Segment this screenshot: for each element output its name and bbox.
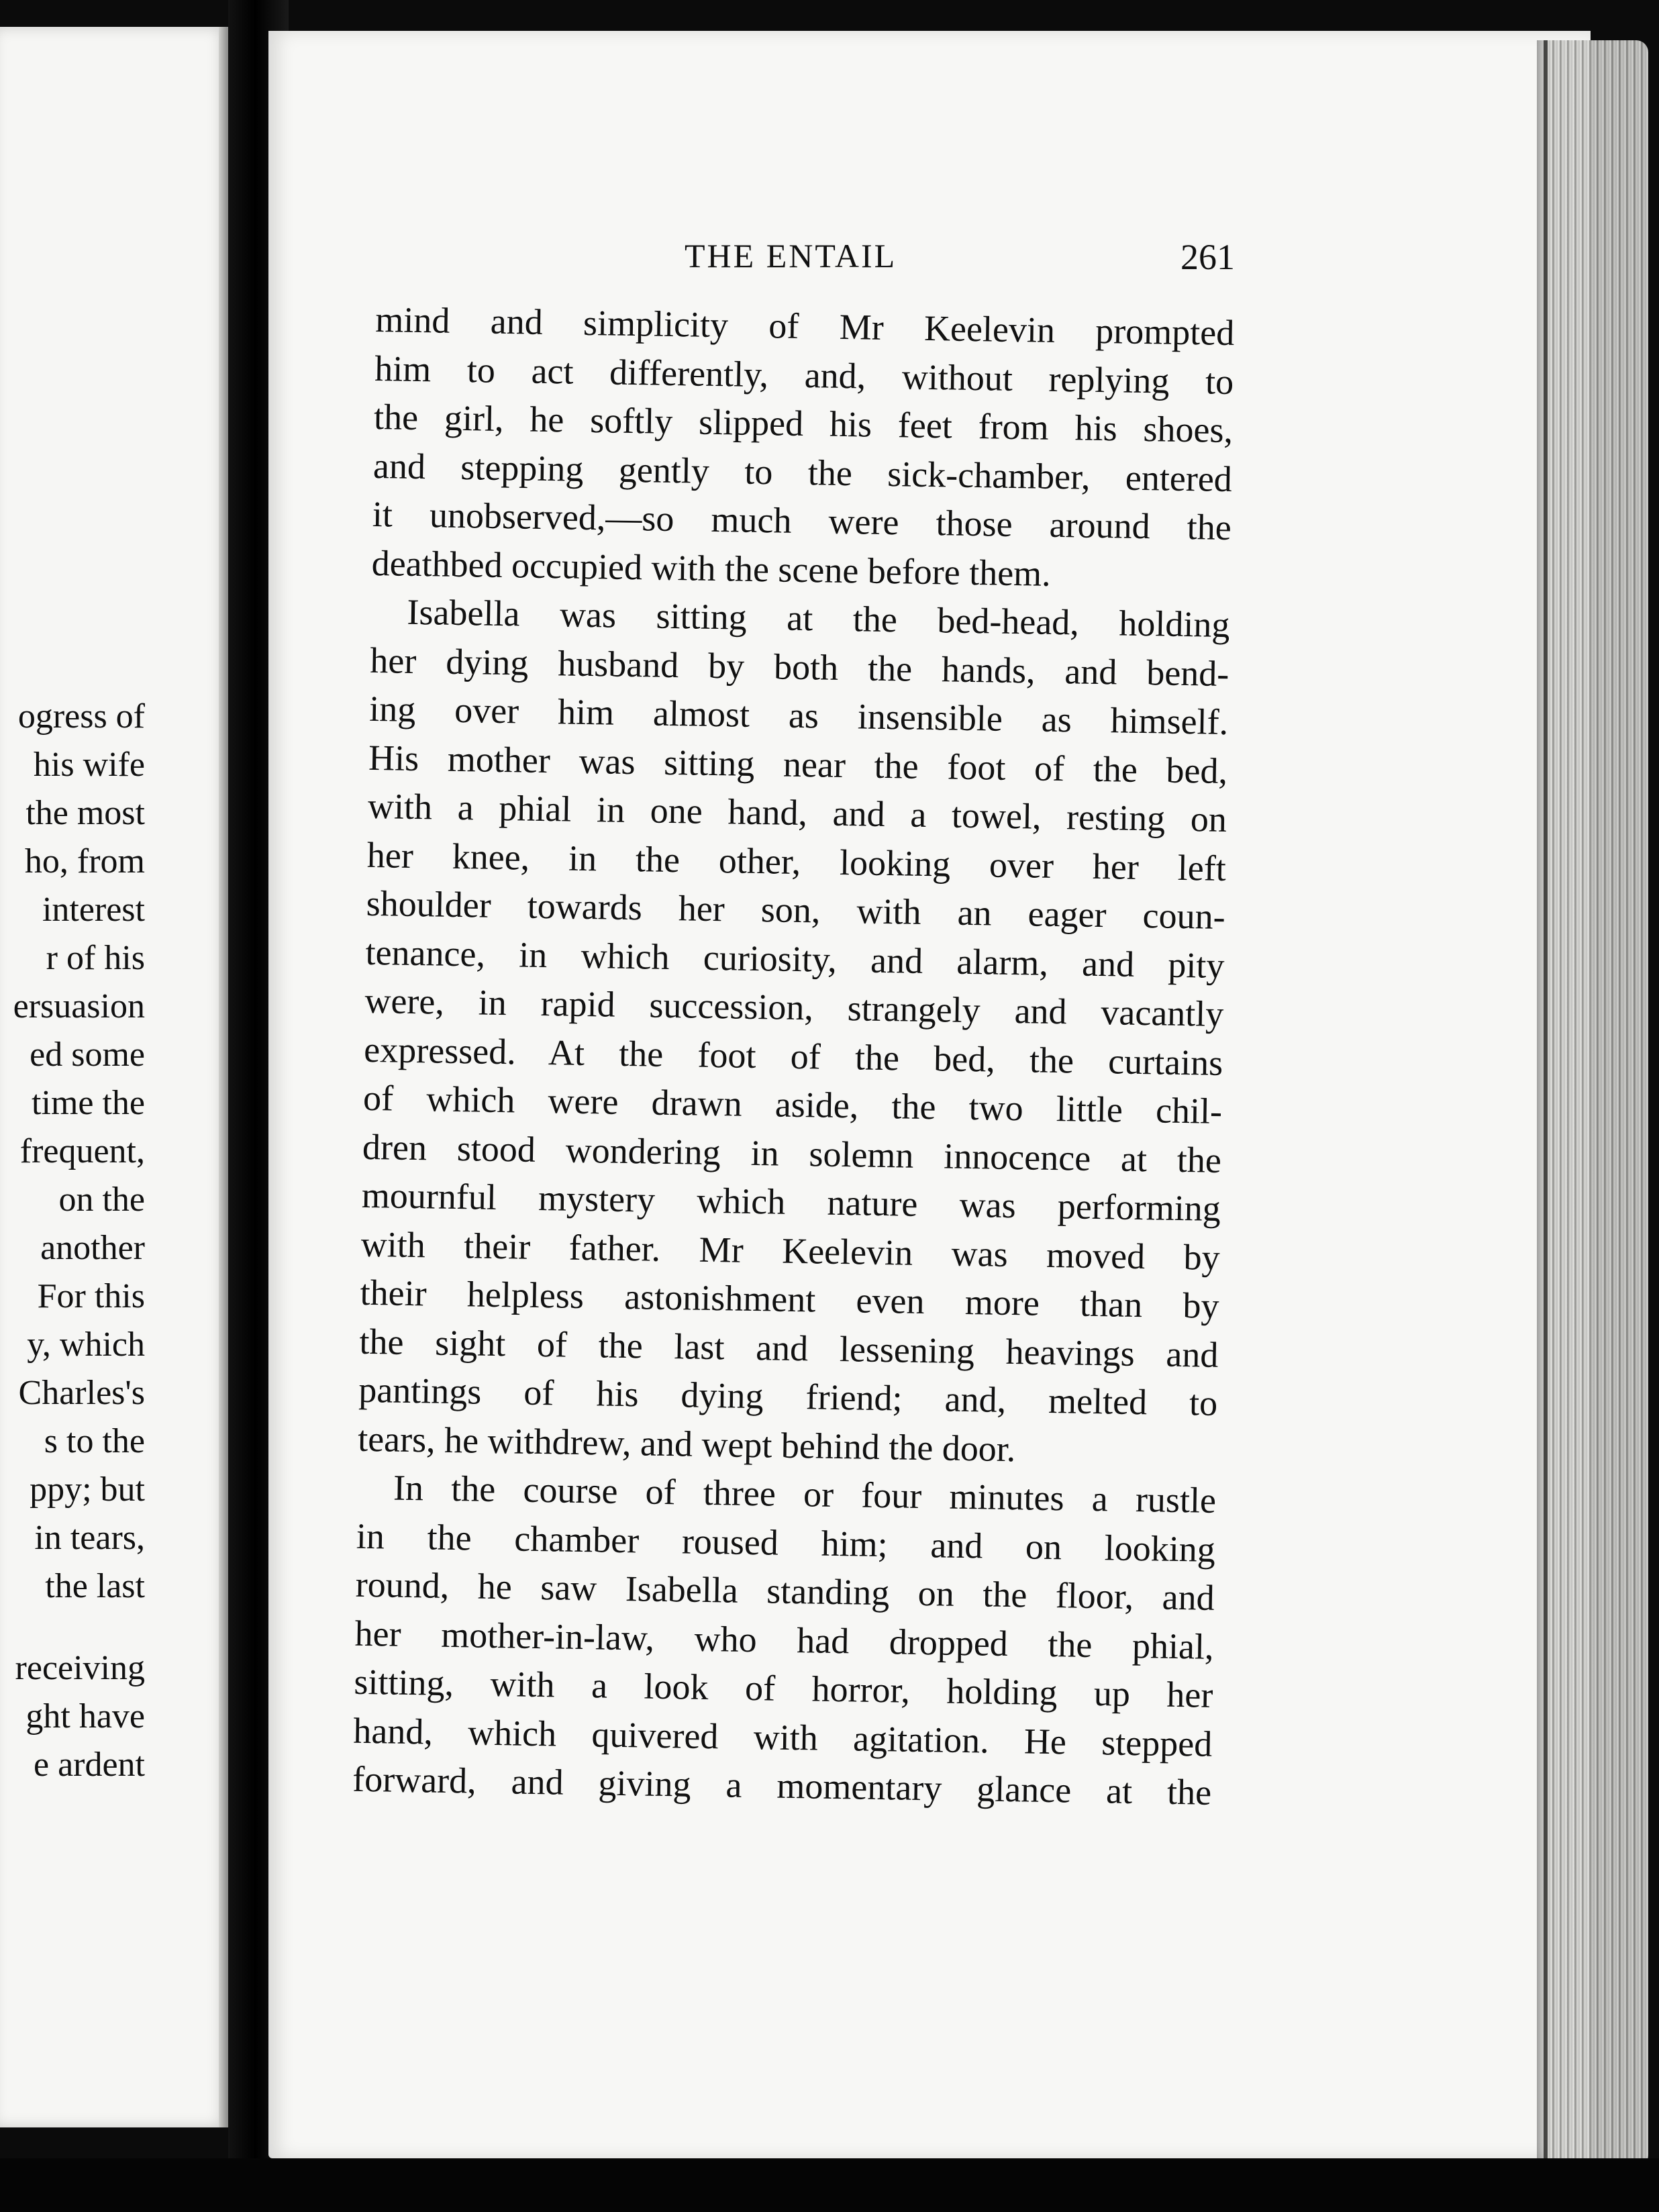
scan-background [0,2158,1659,2212]
paragraph [358,587,1230,1476]
text-line: dren stood wondering in solemn innocence at the [362,1126,1222,1180]
left-page [0,27,228,2127]
left-line: the most [26,794,145,832]
left-line: ed some [30,1036,145,1074]
left-line: receiving [15,1649,145,1687]
left-line: another [40,1229,145,1267]
text-line: hand, which quivered with agitation. He stepped [352,1710,1213,1764]
text-line: ing over him almost as insensible as himself. [368,688,1229,743]
text-line: His mother was sitting near the foot of the bed, [368,737,1228,791]
text-line: round, he saw Isabella standing on the floor, and [355,1564,1215,1618]
left-line: y, which [27,1325,145,1364]
text-line: pantings of his dying friend; and, melted to [358,1369,1218,1423]
running-title: THE ENTAIL [685,237,897,274]
text-line: expressed. At the foot of the bed, the curtains [363,1029,1223,1083]
left-line: ho, from [24,842,145,881]
text-line: him to act differently, and, without replying to [374,348,1234,402]
text-line: In the course of three or four minutes a rustle [393,1467,1217,1521]
left-line: on the [58,1180,145,1219]
left-line: ogress of [17,697,145,736]
page-number: 261 [1180,237,1235,277]
left-line: ersuasion [13,987,145,1025]
text-line: the sight of the last and lessening heavings and [359,1321,1219,1375]
text-line: tenance, in which curiosity, and alarm, and pity [365,932,1225,986]
paragraph [371,295,1235,601]
left-line: Charles's [18,1374,145,1412]
left-line: ppy; but [30,1470,145,1509]
left-line: r of his [46,939,145,977]
text-line: mind and simplicity of Mr Keelevin prompted [374,299,1235,354]
paragraph [352,1463,1217,1817]
text-line: shoulder towards her son, with an eager coun- [366,883,1226,937]
text-line: their helpless astonishment even more than by [360,1272,1219,1326]
text-line: of which were drawn aside, the two little chil- [362,1077,1223,1132]
left-line: ght have [26,1697,145,1736]
text-line: forward, and giving a momentary glance at the [352,1758,1212,1813]
left-line: his wife [33,746,145,784]
text-line: were, in rapid succession, strangely and vacantly [364,980,1224,1034]
page-header [376,236,1235,276]
left-line: in tears, [34,1519,145,1557]
text-line: in the chamber roused him; and on looking [356,1515,1216,1570]
text-line: her mother-in-law, who had dropped the phial, [354,1613,1215,1667]
left-line: For this [37,1277,145,1315]
left-page-text [0,693,145,1789]
text-line: tears, he withdrew, and wept behind the door. [357,1418,1016,1469]
text-line: her knee, in the other, looking over her left [366,834,1227,889]
text-line: sitting, with a look of horror, holding up her [354,1661,1213,1715]
text-line: Isabella was sitting at the bed-head, holding [407,591,1230,646]
left-line: frequent, [19,1132,145,1170]
text-line: her dying husband by both the hands, and bend- [369,640,1229,694]
text-line: deathbed occupied with the scene before them. [371,542,1052,594]
text-line: mournful mystery which nature was performing [361,1174,1221,1229]
left-line: e ardent [33,1746,145,1784]
body-text [352,295,1235,1817]
text-line: with their father. Mr Keelevin was moved by [360,1223,1221,1278]
text-line: it unobserved,—so much were those around the [372,493,1232,548]
page-block-edges [1544,40,1648,2174]
left-line: interest [42,891,145,929]
left-line: time the [32,1084,145,1122]
left-line: s to the [44,1422,145,1460]
text-line: the girl, he softly slipped his feet from his shoes, [373,396,1234,451]
left-line: the last [45,1567,145,1605]
text-line: with a phial in one hand, and a towel, resting on [367,785,1227,840]
text-line: and stepping gently to the sick-chamber, entered [372,445,1233,499]
